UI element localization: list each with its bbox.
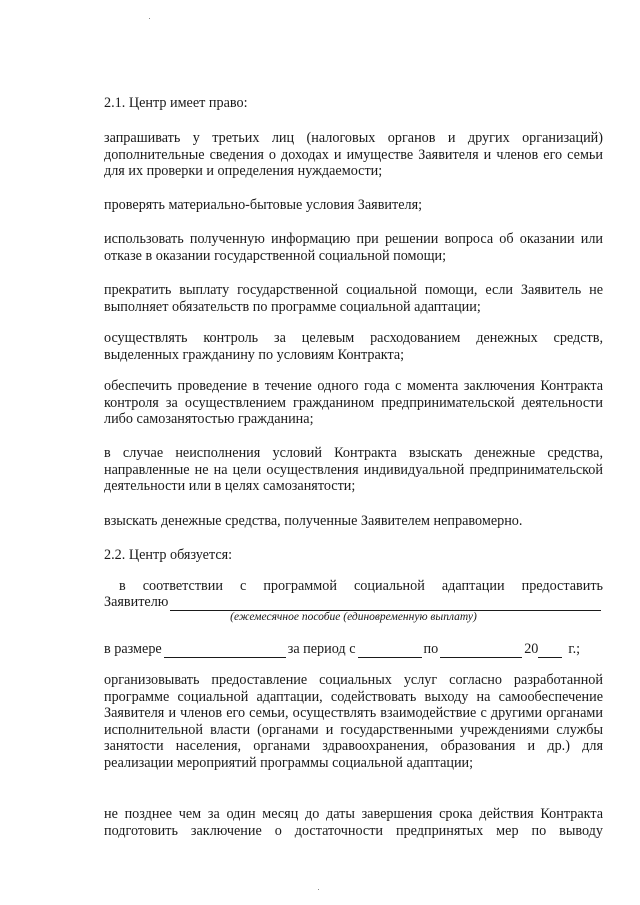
period-to-label: по	[423, 641, 439, 657]
period-from-label: за период с	[287, 641, 356, 657]
right-request-info: запрашивать у третьих лиц (налоговых органов и других организаций) дополнительные сведения о доходах и имуществе Заявителя и членов его семьи для их проверки и определения нуждаемости;	[104, 130, 603, 179]
year-blank[interactable]	[538, 644, 562, 658]
year-prefix: 20	[524, 641, 539, 657]
obligation-social-services: организовывать предоставление социальных услуг согласно разработанной программе социальной адаптации, содействовать выходу на самообеспечение Заявителя и членов его семьи, осуществлять взаимодействие с другими органами исполнительной власти (органами и государственными учреждениями службы занятости населения, органами здравоохранения, образования и др.) для реализации мероприятий программы социальной адаптации;	[104, 672, 603, 771]
applicant-label: Заявителю	[104, 594, 169, 610]
right-recover-funds: в случае неисполнения условий Контракта взыскать денежные средства, направленные не на цели осуществления индивидуальной предпринимательской деятельности или в целях самозанятости;	[104, 445, 603, 494]
provide-statement: в соответствии с программой социальной адаптации предоставить	[119, 578, 603, 594]
scan-speck	[318, 889, 319, 890]
right-check-conditions: проверять материально-бытовые условия Заявителя;	[104, 197, 423, 213]
section-2-2-heading: 2.2. Центр обязуется:	[104, 547, 233, 563]
benefit-type-caption: (ежемесячное пособие (единовременную выплату)	[230, 611, 477, 623]
scan-speck	[149, 18, 150, 19]
right-ensure-control: обеспечить проведение в течение одного года с момента заключения Контракта контроля за осуществлением гражданином предпринимательской деятельности либо самозанятостью гражданина;	[104, 378, 603, 427]
right-use-information: использовать полученную информацию при решении вопроса об оказании или отказе в оказании государственной социальной помощи;	[104, 231, 603, 264]
amount-label: в размере	[104, 641, 162, 657]
applicant-row	[104, 594, 603, 611]
amount-period-row	[104, 641, 603, 658]
year-suffix: г.;	[568, 641, 581, 657]
period-to-blank[interactable]	[440, 644, 522, 658]
section-2-1-heading: 2.1. Центр имеет право:	[104, 95, 248, 111]
right-stop-payment: прекратить выплату государственной социальной помощи, если Заявитель не выполняет обязательств по программе социальной адаптации;	[104, 282, 603, 315]
obligation-prepare-conclusion: не позднее чем за один месяц до даты завершения срока действия Контракта подготовить заключение о достаточности предпринятых мер по выводу	[104, 806, 603, 839]
right-control-spending: осуществлять контроль за целевым расходованием денежных средств, выделенных гражданину по условиям Контракта;	[104, 330, 603, 363]
benefit-type-blank[interactable]	[170, 597, 601, 611]
right-recover-unlawful: взыскать денежные средства, полученные Заявителем неправомерно.	[104, 513, 523, 529]
amount-blank[interactable]	[164, 644, 286, 658]
period-from-blank[interactable]	[358, 644, 422, 658]
